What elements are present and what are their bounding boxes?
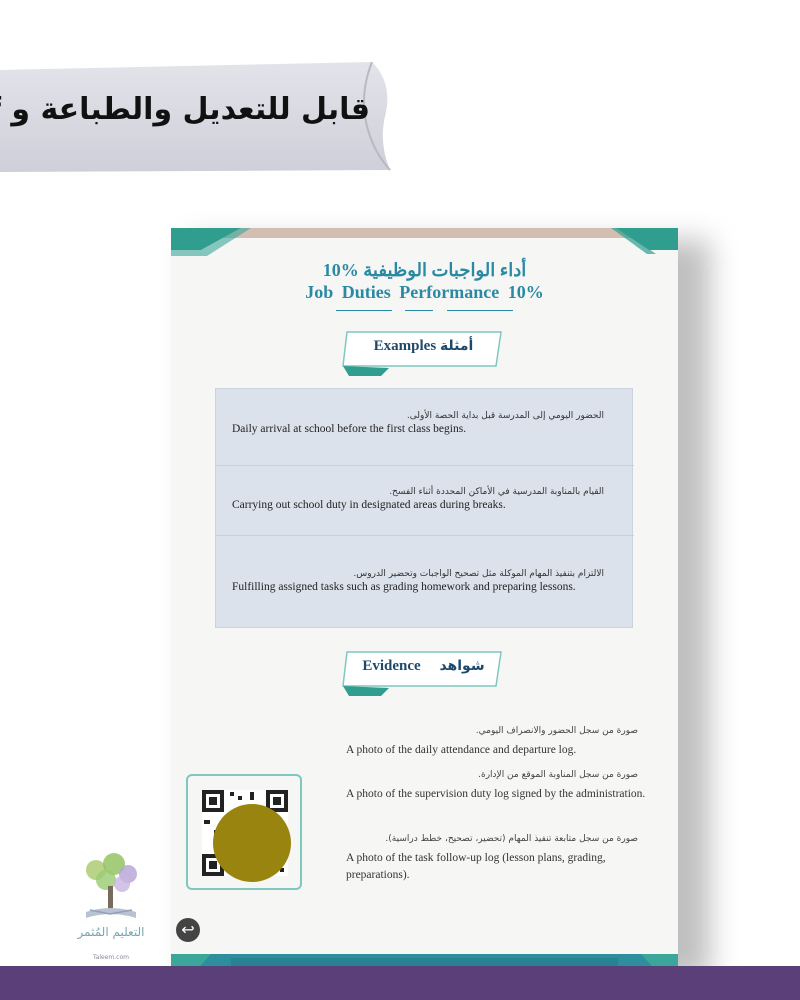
evidence-en: A photo of the daily attendance and departure log. (346, 744, 577, 756)
example-divider (216, 465, 634, 466)
tree-logo-icon (76, 852, 146, 962)
banner-text: قابل للتعديل والطباعة و (11, 92, 370, 127)
evidence-tag-ar: شواهد (439, 658, 485, 674)
evidence-item (346, 834, 646, 884)
title-english: Job Duties Performance 10% (305, 282, 544, 302)
evidence-item (346, 726, 646, 759)
title-underline (336, 310, 392, 311)
logo-site: Taleem.com (93, 954, 129, 961)
evidence-item (346, 770, 646, 803)
evidence-ar: صورة من سجل الحضور والانصراف اليومي. (475, 726, 638, 736)
evidence-en: A photo of the task follow-up log (lesson plans, grading, preparations). (346, 852, 606, 881)
evidence-tag-en: Evidence (362, 658, 421, 674)
title-underline (447, 310, 513, 311)
example-ar: الالتزام بتنفيذ المهام الموكلة مثل تصحيح الواجبات وتحضير الدروس. (353, 569, 604, 579)
evidence-tag (341, 648, 506, 688)
evidence-en: A photo of the supervision duty log signed by the administration. (346, 788, 646, 800)
examples-tag (341, 328, 506, 368)
examples-tag-ar: أمثلة (439, 338, 474, 354)
examples-tag-label (341, 338, 506, 355)
example-ar: الحضور اليومي إلى المدرسة قبل بداية الحصة الأولى. (406, 411, 604, 421)
examples-box (215, 388, 633, 628)
bottom-band (0, 966, 800, 1000)
example-en: Daily arrival at school before the first class begins. (232, 423, 467, 435)
example-en: Fulfilling assigned tasks such as grading homework and preparing lessons. (232, 581, 576, 593)
example-item (232, 569, 618, 593)
example-item (232, 487, 618, 511)
example-item (232, 411, 618, 435)
evidence-ar: صورة من سجل المناوبة الموقع من الإدارة. (478, 770, 638, 780)
example-en: Carrying out school duty in designated areas during breaks. (232, 499, 506, 511)
back-arrow-icon[interactable]: ↩ (176, 918, 200, 942)
example-ar: القيام بالمناوبة المدرسية في الأماكن المحددة أثناء الفسح. (389, 487, 604, 497)
example-divider (216, 535, 634, 536)
title-underline (405, 310, 433, 311)
qr-cover-blob (213, 804, 291, 882)
evidence-ar: صورة من سجل متابعة تنفيذ المهام (تحضير، تصحيح، خطط دراسية). (385, 834, 638, 844)
evidence-tag-label (341, 658, 506, 675)
logo-name: التعليم المُثمر (77, 925, 145, 939)
examples-tag-en: Examples (373, 338, 437, 354)
title-arabic: 10% أداء الواجبات الوظيفية (322, 260, 527, 280)
document-page (171, 228, 678, 976)
